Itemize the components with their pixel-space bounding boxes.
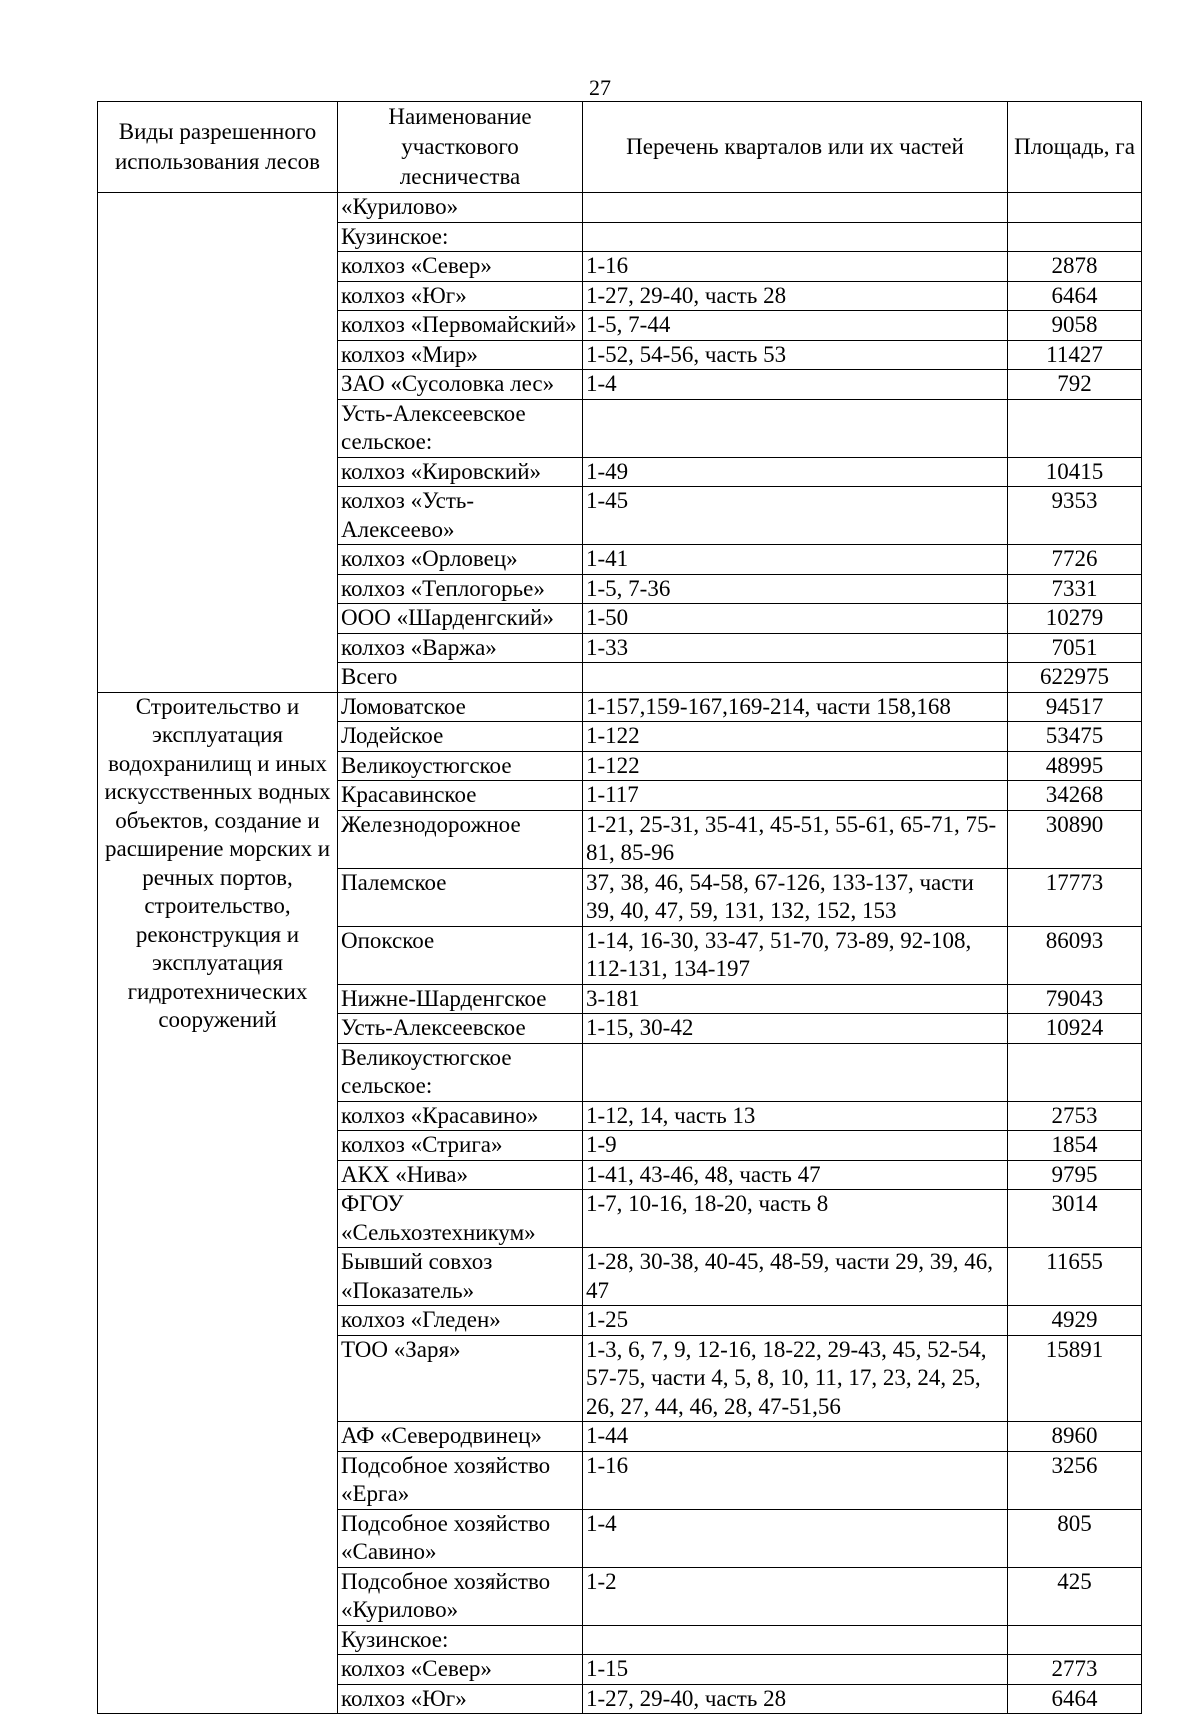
forestry-name-cell: Лодейское (338, 722, 583, 752)
forestry-name-cell: Бывший совхоз «Показатель» (338, 1248, 583, 1306)
quarters-cell: 1-9 (583, 1131, 1008, 1161)
page-number: 27 (589, 75, 611, 100)
area-cell: 48995 (1008, 751, 1142, 781)
area-cell: 30890 (1008, 810, 1142, 868)
quarters-cell: 1-122 (583, 751, 1008, 781)
forestry-name-cell: колхоз «Теплогорье» (338, 574, 583, 604)
area-cell (1008, 399, 1142, 457)
quarters-cell: 1-117 (583, 781, 1008, 811)
area-cell: 2753 (1008, 1101, 1142, 1131)
forestry-name-cell: колхоз «Усть-Алексеево» (338, 487, 583, 545)
forestry-name-cell: ЗАО «Сусоловка лес» (338, 370, 583, 400)
header-use: Виды разрешенного использования лесов (98, 102, 338, 193)
quarters-cell: 1-41 (583, 545, 1008, 575)
area-cell: 34268 (1008, 781, 1142, 811)
area-cell: 79043 (1008, 984, 1142, 1014)
forestry-name-cell: Нижне-Шарденгское (338, 984, 583, 1014)
area-cell (1008, 1043, 1142, 1101)
forestry-name-cell: колхоз «Варжа» (338, 633, 583, 663)
table-body (98, 193, 1142, 1714)
quarters-cell: 1-16 (583, 1451, 1008, 1509)
quarters-cell: 1-15 (583, 1655, 1008, 1685)
quarters-cell: 1-4 (583, 370, 1008, 400)
area-cell: 10415 (1008, 457, 1142, 487)
forestry-name-cell: Великоустюгское сельское: (338, 1043, 583, 1101)
area-cell: 3014 (1008, 1190, 1142, 1248)
quarters-cell: 1-122 (583, 722, 1008, 752)
quarters-cell: 3-181 (583, 984, 1008, 1014)
forestry-name-cell: ООО «Шарденгский» (338, 604, 583, 634)
area-cell: 11655 (1008, 1248, 1142, 1306)
forestry-name-cell: Великоустюгское (338, 751, 583, 781)
quarters-cell (583, 399, 1008, 457)
area-cell: 2773 (1008, 1655, 1142, 1685)
forestry-name-cell: Красавинское (338, 781, 583, 811)
forestry-name-cell: колхоз «Красавино» (338, 1101, 583, 1131)
forestry-name-cell: Подсобное хозяйство «Курилово» (338, 1567, 583, 1625)
forestry-name-cell: АКХ «Нива» (338, 1160, 583, 1190)
forestry-name-cell: колхоз «Стрига» (338, 1131, 583, 1161)
area-cell: 425 (1008, 1567, 1142, 1625)
area-cell: 15891 (1008, 1335, 1142, 1422)
quarters-cell: 1-5, 7-36 (583, 574, 1008, 604)
quarters-cell: 1-33 (583, 633, 1008, 663)
quarters-cell: 1-27, 29-40, часть 28 (583, 1684, 1008, 1714)
quarters-cell: 1-21, 25-31, 35-41, 45-51, 55-61, 65-71, 75-81, 85-96 (583, 810, 1008, 868)
forestry-name-cell: колхоз «Гледен» (338, 1306, 583, 1336)
quarters-cell: 1-44 (583, 1422, 1008, 1452)
forestry-name-cell: Палемское (338, 868, 583, 926)
area-cell: 9353 (1008, 487, 1142, 545)
area-cell: 9795 (1008, 1160, 1142, 1190)
forestry-name-cell: Усть-Алексеевское (338, 1014, 583, 1044)
area-cell: 9058 (1008, 311, 1142, 341)
quarters-cell: 1-50 (583, 604, 1008, 634)
header-quarters: Перечень кварталов или их частей (583, 102, 1008, 193)
forestry-name-cell: Ломоватское (338, 692, 583, 722)
forestry-name-cell: колхоз «Север» (338, 1655, 583, 1685)
quarters-cell (583, 1043, 1008, 1101)
area-cell: 792 (1008, 370, 1142, 400)
quarters-cell: 1-7, 10-16, 18-20, часть 8 (583, 1190, 1008, 1248)
area-cell: 7051 (1008, 633, 1142, 663)
quarters-cell: 1-157,159-167,169-214, части 158,168 (583, 692, 1008, 722)
quarters-cell (583, 222, 1008, 252)
forestry-name-cell: Подсобное хозяйство «Ерга» (338, 1451, 583, 1509)
area-cell: 805 (1008, 1509, 1142, 1567)
area-cell: 8960 (1008, 1422, 1142, 1452)
forestry-name-cell: Кузинское: (338, 222, 583, 252)
forestry-name-cell: колхоз «Мир» (338, 340, 583, 370)
quarters-cell: 1-14, 16-30, 33-47, 51-70, 73-89, 92-108, 112-131, 134-197 (583, 926, 1008, 984)
forestry-name-cell: Подсобное хозяйство «Савино» (338, 1509, 583, 1567)
area-cell: 1854 (1008, 1131, 1142, 1161)
area-cell: 3256 (1008, 1451, 1142, 1509)
quarters-cell: 1-15, 30-42 (583, 1014, 1008, 1044)
quarters-cell: 1-25 (583, 1306, 1008, 1336)
forestry-name-cell: ТОО «Заря» (338, 1335, 583, 1422)
area-cell: 94517 (1008, 692, 1142, 722)
forestry-name-cell: колхоз «Юг» (338, 1684, 583, 1714)
area-cell: 11427 (1008, 340, 1142, 370)
forestry-name-cell: АФ «Северодвинец» (338, 1422, 583, 1452)
forestry-name-cell: Опокское (338, 926, 583, 984)
quarters-cell: 1-45 (583, 487, 1008, 545)
table-row (98, 193, 1142, 223)
forestry-name-cell: колхоз «Орловец» (338, 545, 583, 575)
quarters-cell (583, 663, 1008, 693)
area-cell: 6464 (1008, 281, 1142, 311)
quarters-cell: 1-12, 14, часть 13 (583, 1101, 1008, 1131)
quarters-cell: 1-2 (583, 1567, 1008, 1625)
quarters-cell (583, 193, 1008, 223)
quarters-cell: 1-4 (583, 1509, 1008, 1567)
area-cell: 86093 (1008, 926, 1142, 984)
quarters-cell: 1-28, 30-38, 40-45, 48-59, части 29, 39, 46, 47 (583, 1248, 1008, 1306)
area-cell: 4929 (1008, 1306, 1142, 1336)
area-cell: 7331 (1008, 574, 1142, 604)
forestry-name-cell: ФГОУ «Сельхозтехникум» (338, 1190, 583, 1248)
area-cell: 17773 (1008, 868, 1142, 926)
quarters-cell (583, 1625, 1008, 1655)
quarters-cell: 1-52, 54-56, часть 53 (583, 340, 1008, 370)
quarters-cell: 1-16 (583, 252, 1008, 282)
forestry-name-cell: Кузинское: (338, 1625, 583, 1655)
area-cell: 7726 (1008, 545, 1142, 575)
quarters-cell: 1-5, 7-44 (583, 311, 1008, 341)
header-forestry: Наименование участкового лесничества (338, 102, 583, 193)
table-header (98, 102, 1142, 193)
header-area: Площадь, га (1008, 102, 1142, 193)
quarters-cell: 1-27, 29-40, часть 28 (583, 281, 1008, 311)
area-cell (1008, 1625, 1142, 1655)
area-cell: 53475 (1008, 722, 1142, 752)
area-cell: 622975 (1008, 663, 1142, 693)
forestry-name-cell: «Курилово» (338, 193, 583, 223)
quarters-cell: 37, 38, 46, 54-58, 67-126, 133-137, части 39, 40, 47, 59, 131, 132, 152, 153 (583, 868, 1008, 926)
use-type-cell (98, 193, 338, 693)
forestry-name-cell: Железнодорожное (338, 810, 583, 868)
forestry-name-cell: колхоз «Север» (338, 252, 583, 282)
use-type-cell: Строительство и эксплуатация водохранилищ и иных искусственных водных объектов, создание и расширение морских и речных портов, строительство, реконструкция и эксплуатация гидротехнических сооружений (98, 692, 338, 1714)
quarters-cell: 1-3, 6, 7, 9, 12-16, 18-22, 29-43, 45, 52-54, 57-75, части 4, 5, 8, 10, 11, 17, 23, 24, 25, 26, 27, 44, 46, 28, 47-51,56 (583, 1335, 1008, 1422)
forest-use-table (97, 101, 1142, 1714)
forestry-name-cell: Усть-Алексеевское сельское: (338, 399, 583, 457)
forestry-name-cell: колхоз «Юг» (338, 281, 583, 311)
area-cell: 10279 (1008, 604, 1142, 634)
quarters-cell: 1-49 (583, 457, 1008, 487)
area-cell: 10924 (1008, 1014, 1142, 1044)
forestry-name-cell: колхоз «Кировский» (338, 457, 583, 487)
forestry-name-cell: колхоз «Первомайский» (338, 311, 583, 341)
table-row (98, 692, 1142, 722)
area-cell (1008, 193, 1142, 223)
quarters-cell: 1-41, 43-46, 48, часть 47 (583, 1160, 1008, 1190)
area-cell: 6464 (1008, 1684, 1142, 1714)
forestry-name-cell: Всего (338, 663, 583, 693)
area-cell (1008, 222, 1142, 252)
area-cell: 2878 (1008, 252, 1142, 282)
